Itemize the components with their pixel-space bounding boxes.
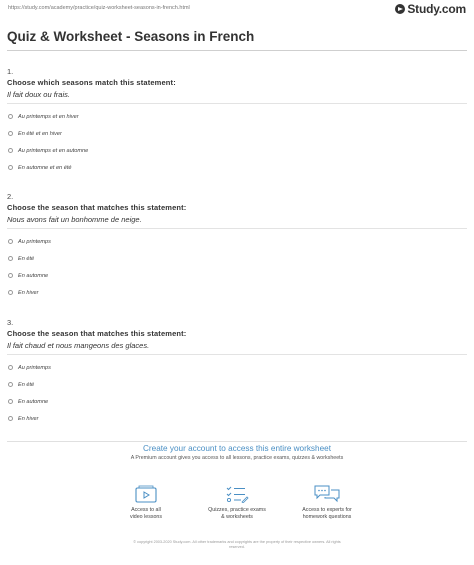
question-number: 1. bbox=[7, 67, 14, 76]
answer-option[interactable] bbox=[7, 359, 467, 376]
answer-option[interactable] bbox=[7, 376, 467, 393]
play-logo-icon bbox=[395, 4, 405, 14]
answer-option[interactable] bbox=[7, 159, 467, 176]
answer-option[interactable] bbox=[7, 393, 467, 410]
copyright-line2: reserved. bbox=[229, 545, 245, 549]
question-number: 2. bbox=[7, 192, 14, 201]
question-prompt: Choose which seasons match this statement: bbox=[7, 78, 176, 87]
answer-option-label: En automne et en été bbox=[18, 164, 72, 171]
radio-button[interactable] bbox=[8, 148, 13, 153]
video-icon bbox=[135, 485, 157, 503]
radio-button[interactable] bbox=[8, 290, 13, 295]
radio-button[interactable] bbox=[8, 382, 13, 387]
answer-option[interactable] bbox=[7, 125, 467, 142]
answer-option-label: Au printemps bbox=[18, 364, 51, 371]
feature-experts bbox=[277, 485, 377, 521]
copyright-line1: © copyright 2003-2020 Study.com. All other trademarks and copyrights are the property of their respective owners. All rights bbox=[133, 540, 341, 544]
question-statement: Il fait chaud et nous mangeons des glaces. bbox=[7, 341, 150, 350]
answer-option-label: En automne bbox=[18, 272, 49, 279]
question-number: 3. bbox=[7, 318, 14, 327]
answer-option-label: En été bbox=[18, 255, 35, 262]
question-2 bbox=[7, 192, 467, 301]
feature-label-line1: Access to experts for bbox=[302, 507, 352, 513]
question-statement: Il fait doux ou frais. bbox=[7, 90, 70, 99]
feature-quizzes bbox=[187, 485, 287, 521]
question-divider bbox=[7, 103, 467, 104]
answer-option[interactable] bbox=[7, 410, 467, 427]
answer-option[interactable] bbox=[7, 142, 467, 159]
radio-button[interactable] bbox=[8, 399, 13, 404]
chat-icon bbox=[314, 485, 340, 503]
radio-button[interactable] bbox=[8, 165, 13, 170]
copyright-footer bbox=[0, 540, 474, 550]
cta-divider bbox=[7, 441, 467, 442]
feature-label-line1: Access to all bbox=[131, 507, 161, 513]
top-bar bbox=[0, 0, 474, 20]
feature-label-line2: homework questions bbox=[302, 514, 352, 520]
radio-button[interactable] bbox=[8, 239, 13, 244]
logo-text: Study.com bbox=[407, 2, 466, 16]
answer-option-label: En été bbox=[18, 381, 35, 388]
premium-cta bbox=[0, 444, 474, 465]
question-divider bbox=[7, 228, 467, 229]
question-prompt: Choose the season that matches this statement: bbox=[7, 329, 187, 338]
radio-button[interactable] bbox=[8, 256, 13, 261]
answer-option-label: En hiver bbox=[18, 289, 39, 296]
radio-button[interactable] bbox=[8, 114, 13, 119]
answer-option[interactable] bbox=[7, 233, 467, 250]
radio-button[interactable] bbox=[8, 131, 13, 136]
create-account-link[interactable]: Create your account to access this entire worksheet bbox=[143, 444, 331, 453]
answer-option-label: Au printemps et en automne bbox=[18, 147, 89, 154]
radio-button[interactable] bbox=[8, 365, 13, 370]
answer-option-label: En automne bbox=[18, 398, 49, 405]
cta-subtitle: A Premium account gives you access to all lessons, practice exams, quizzes & worksheets bbox=[130, 455, 344, 461]
question-3 bbox=[7, 318, 467, 427]
feature-label-line1: Quizzes, practice exams bbox=[208, 507, 266, 513]
study-logo[interactable] bbox=[395, 2, 466, 16]
checklist-icon bbox=[225, 485, 249, 503]
answer-option-label: Au printemps bbox=[18, 238, 51, 245]
answer-option[interactable] bbox=[7, 108, 467, 125]
question-divider bbox=[7, 354, 467, 355]
answer-option[interactable] bbox=[7, 267, 467, 284]
answer-option-label: En été et en hiver bbox=[18, 130, 62, 137]
answer-option[interactable] bbox=[7, 284, 467, 301]
answer-option[interactable] bbox=[7, 250, 467, 267]
feature-label-line2: & worksheets bbox=[221, 514, 253, 520]
title-divider bbox=[7, 50, 467, 51]
radio-button[interactable] bbox=[8, 416, 13, 421]
feature-video-lessons bbox=[96, 485, 196, 521]
feature-label-line2: video lessons bbox=[129, 514, 163, 520]
question-1 bbox=[7, 67, 467, 176]
question-prompt: Choose the season that matches this statement: bbox=[7, 203, 187, 212]
page-title: Quiz & Worksheet - Seasons in French bbox=[7, 29, 255, 44]
answer-option-label: En hiver bbox=[18, 415, 39, 422]
question-statement: Nous avons fait un bonhomme de neige. bbox=[7, 215, 142, 224]
page-url: https://study.com/academy/practice/quiz-worksheet-seasons-in-french.html bbox=[8, 5, 190, 11]
radio-button[interactable] bbox=[8, 273, 13, 278]
answer-option-label: Au printemps et en hiver bbox=[18, 113, 79, 120]
